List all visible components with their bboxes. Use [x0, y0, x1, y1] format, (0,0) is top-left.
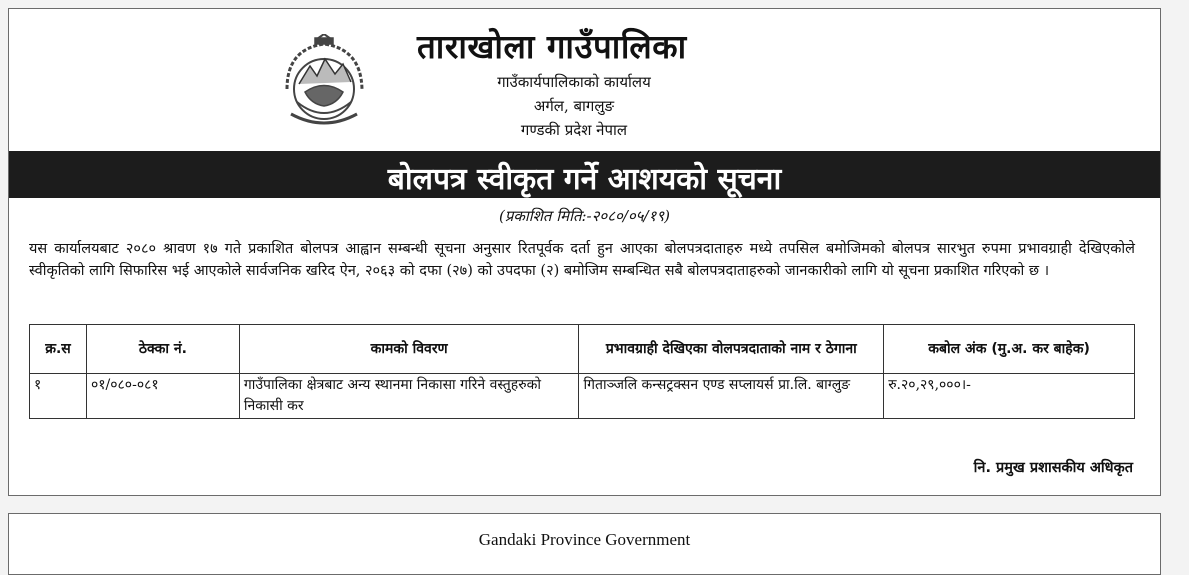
col-header-bid-amount: कबोल अंक (मु.अ. कर बाहेक) — [884, 325, 1135, 374]
cell-sn: १ — [30, 374, 87, 419]
col-header-work-description: कामको विवरण — [239, 325, 579, 374]
cell-contract-no: ०१/०८०-०८१ — [86, 374, 239, 419]
notice-title-banner — [9, 151, 1160, 198]
province-name: गण्डकी प्रदेश नेपाल — [520, 121, 628, 139]
signatory: नि. प्रमुख प्रशासकीय अधिकृत — [973, 460, 1133, 476]
tender-notice — [8, 8, 1161, 496]
bid-table — [29, 324, 1135, 419]
col-header-bidder: प्रभावग्राही देखिएका वोलपत्रदाताको नाम र ठेगाना — [579, 325, 884, 374]
office-name: गाउँकार्यपालिकाको कार्यालय — [497, 73, 651, 91]
table-header-row — [30, 325, 1135, 374]
cell-bid-amount: रु.२०,२९,०००।- — [884, 374, 1135, 419]
notice-title: बोलपत्र स्वीकृत गर्ने आशयको सूचना — [387, 162, 782, 197]
office-location: अर्गल, बागलुङ — [533, 97, 615, 115]
published-date: (प्रकाशित मिति:-२०८०/०५/१९) — [499, 207, 670, 225]
cell-work-description: गाउँपालिका क्षेत्रबाट अन्य स्थानमा निकासा गरिने वस्तुहरुको निकासी कर — [239, 374, 579, 419]
table-row — [30, 374, 1135, 419]
next-notice-title: Gandaki Province Government — [478, 530, 691, 549]
notice-body: यस कार्यालयबाट २०८० श्रावण १७ गते प्रकाशित बोलपत्र आह्वान सम्बन्धी सूचना अनुसार रितपूर्वक दर्ता हुन आएका बोलपत्रदाताहरु मध्ये तपसिल बमोजिमको बोलपत्र सारभुत रुपमा प्रभावग्राही देखिएकोले स्वीकृतिको लागि सिफारिस भई आएकोले सार्वजनिक खरिद ऐन, २०६३ को दफा (२७) को उपदफा (२) बमोजिम सम्बन्धित सबै बोलपत्रदाताहरुको जानकारीको लागि यो सूचना प्रकाशित गरिएको छ । — [29, 241, 1135, 279]
col-header-sn: क्र.स — [30, 325, 87, 374]
next-notice — [8, 513, 1161, 575]
nepal-emblem-icon — [277, 34, 372, 134]
col-header-contract-no: ठेक्का नं. — [86, 325, 239, 374]
cell-bidder: गिताञ्जलि कन्सट्रक्सन एण्ड सप्लायर्स प्रा.लि. बाग्लुङ — [579, 374, 884, 419]
org-name: ताराखोला गाउँपालिका — [417, 27, 687, 66]
